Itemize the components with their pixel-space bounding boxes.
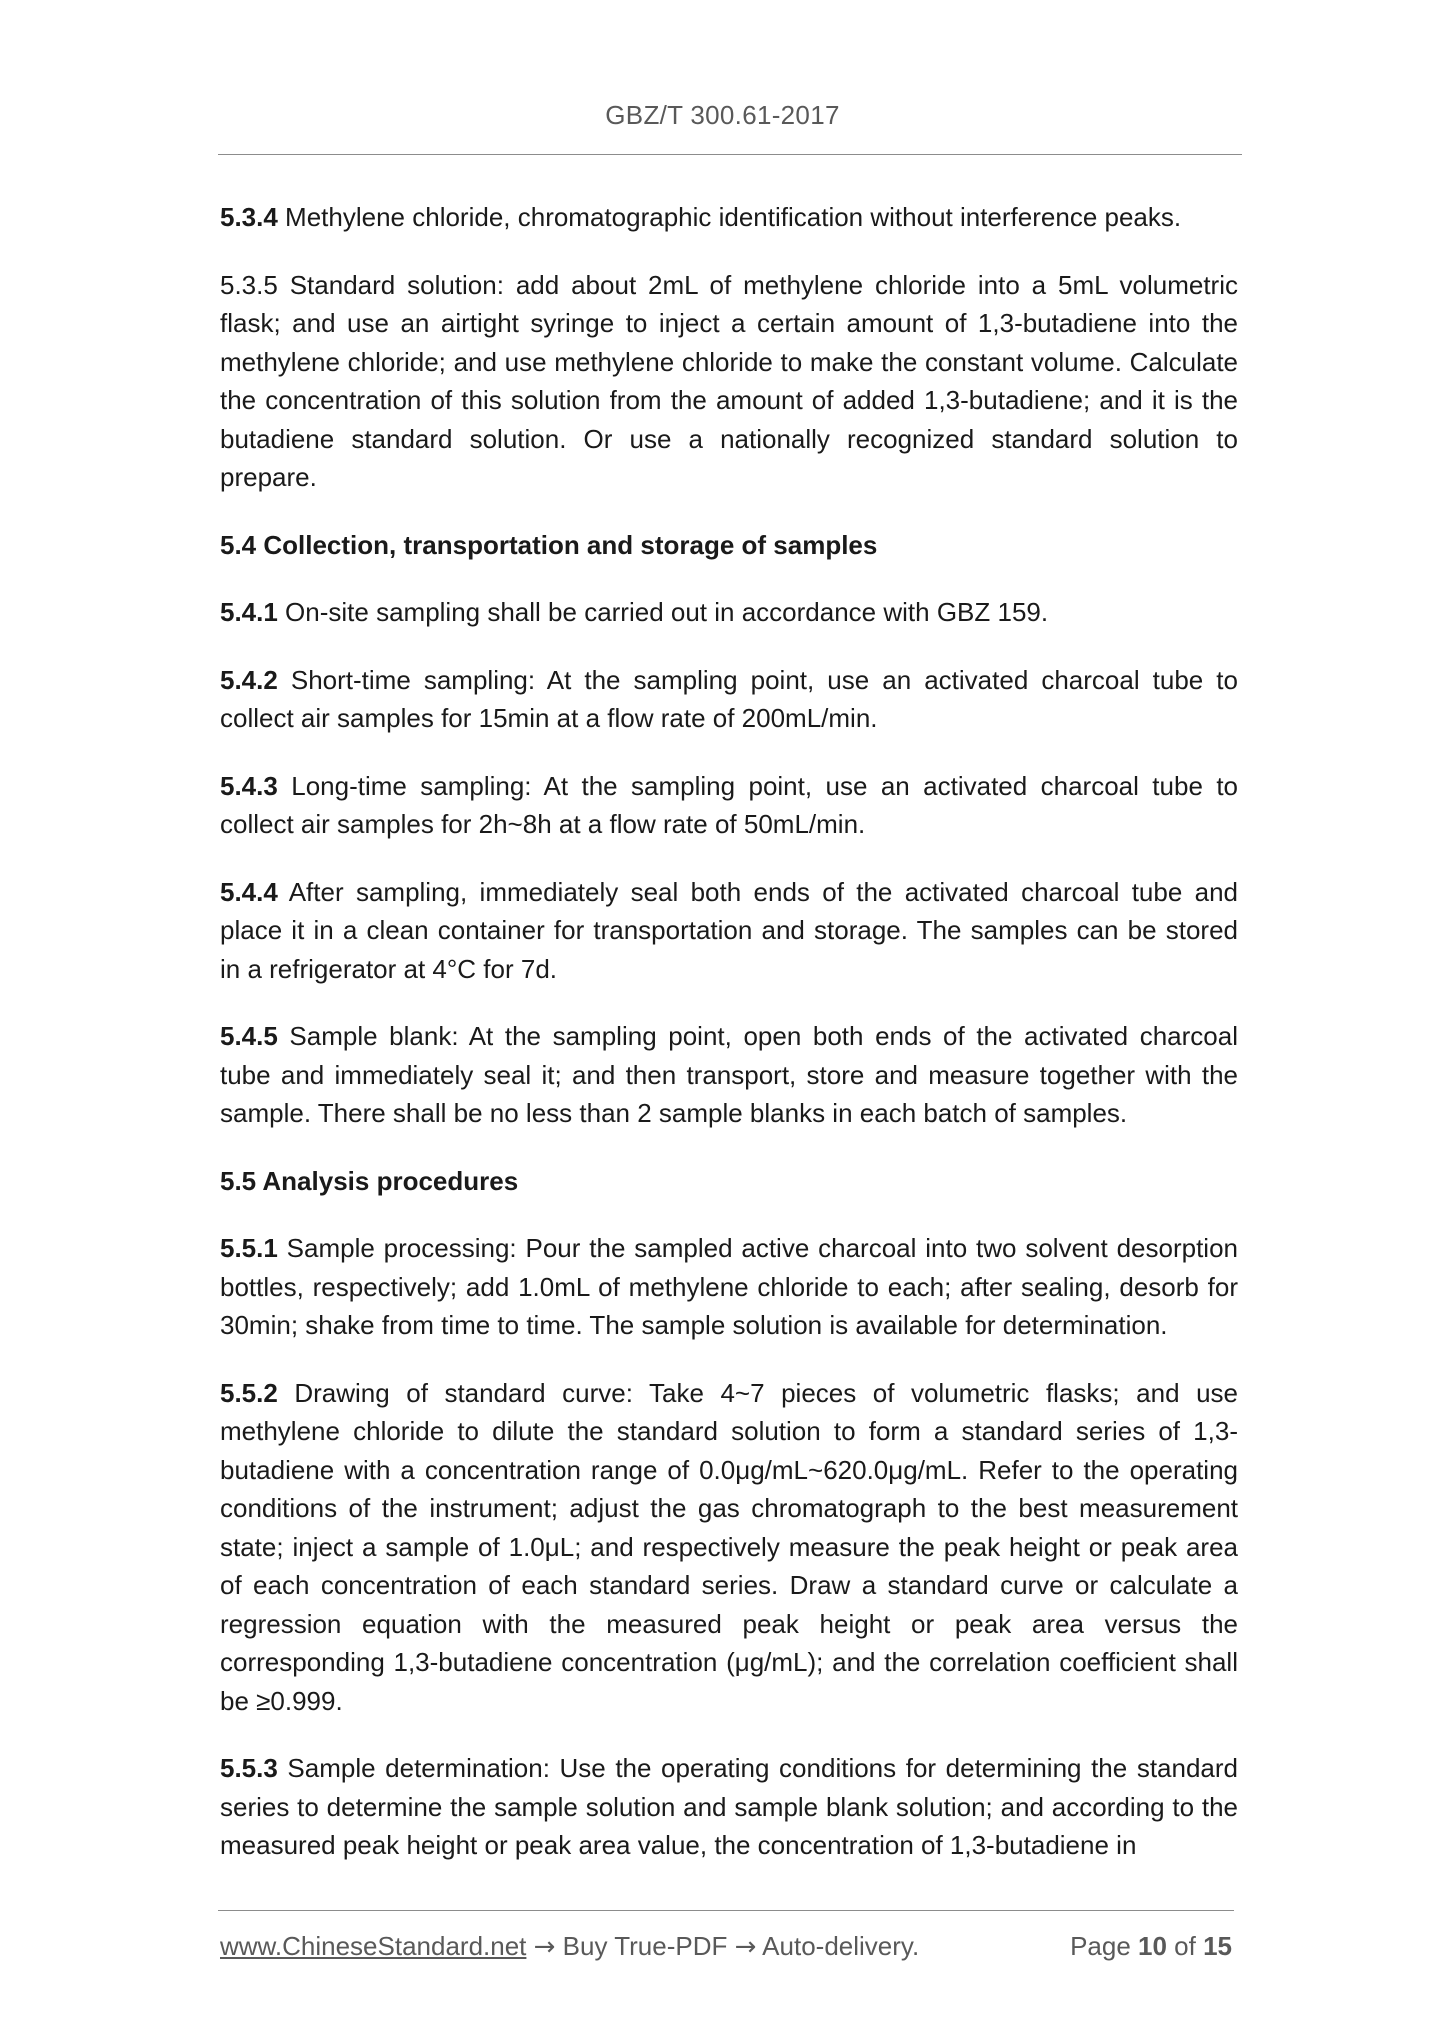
clause-5-5-3: [220, 1749, 1238, 1865]
page-current: 10: [1138, 1931, 1167, 1961]
clause-number: 5.5.2: [220, 1377, 278, 1408]
clause-number: 5.5.3: [220, 1753, 278, 1783]
of-label: of: [1166, 1931, 1204, 1961]
clause-number: 5.3.4: [220, 202, 278, 232]
document-body: [220, 198, 1238, 1894]
clause-number: 5.4.4: [220, 876, 278, 907]
page-header: [0, 100, 1445, 131]
clause-5-5-1: [220, 1229, 1238, 1345]
clause-text: Sample processing: Pour the sampled active charcoal into two solvent desorption bottles, respectively; add 1.0mL of methylene chloride to each; after sealing, desorb for 30min; shake from time to time. The sample solution is available for determination.: [220, 1233, 1238, 1340]
buy-text: Buy True-PDF: [555, 1931, 735, 1961]
page-total: 15: [1203, 1931, 1232, 1961]
clause-5-3-4: [220, 198, 1238, 237]
clause-5-5-2: [220, 1374, 1238, 1721]
clause-text: Sample determination: Use the operating conditions for determining the standard series to determine the sample solution and sample blank solution; and according to the measured peak height or peak area value, the concentration of 1,3-butadiene in: [220, 1753, 1238, 1860]
page-label: Page: [1070, 1931, 1139, 1961]
clause-number: 5.5.1: [220, 1233, 278, 1263]
section-title: 5.5 Analysis procedures: [220, 1165, 519, 1196]
clause-text: On-site sampling shall be carried out in accordance with GBZ 159.: [277, 597, 1049, 627]
footer-divider: [218, 1910, 1234, 1911]
arrow-right-icon: →: [533, 1932, 556, 1962]
website-link[interactable]: www.ChineseStandard.net: [220, 1931, 527, 1961]
section-title: 5.4 Collection, transportation and storage of samples: [220, 529, 878, 560]
document-code: GBZ/T 300.61-2017: [605, 100, 840, 130]
clause-5-4-2: [220, 661, 1238, 738]
delivery-text: Auto-delivery.: [756, 1931, 920, 1961]
arrow-right-icon: →: [734, 1932, 757, 1962]
clause-5-4-1: [220, 593, 1238, 632]
clause-5-4-4: [220, 873, 1238, 989]
footer-promo: [220, 1931, 919, 1962]
clause-text: Sample blank: At the sampling point, open both ends of the activated charcoal tube and immediately seal it; and then transport, store and measure together with the sample. There shall be no less than 2 sample blanks in each batch of samples.: [220, 1021, 1238, 1128]
section-heading-5-4: [220, 526, 1238, 565]
clause-number: 5.4.2: [220, 664, 278, 695]
clause-5-4-5: [220, 1017, 1238, 1133]
section-heading-5-5: [220, 1162, 1238, 1201]
clause-number: 5.4.1: [220, 597, 278, 627]
clause-text: Long-time sampling: At the sampling point, use an activated charcoal tube to collect air samples for 2h~8h at a flow rate of 50mL/min.: [220, 770, 1238, 839]
clause-5-3-5: [220, 266, 1238, 497]
clause-text: Drawing of standard curve: Take 4~7 pieces of volumetric flasks; and use methylene chloride to dilute the standard solution to form a standard series of 1,3-butadiene with a concentration range of 0.0μg/mL~620.0μg/mL. Refer to the operating conditions of the instrument; adjust the gas chromatograph to the best measurement state; inject a sample of 1.0μL; and respectively measure the peak height or peak area of each concentration of each standard series. Draw a standard curve or calculate a regression equation with the measured peak height or peak area versus the corresponding 1,3-butadiene concentration (μg/mL); and the correlation coefficient shall be ≥0.999.: [220, 1377, 1238, 1716]
clause-text: Short-time sampling: At the sampling point, use an activated charcoal tube to collect air samples for 15min at a flow rate of 200mL/min.: [220, 664, 1238, 733]
clause-number: 5.4.3: [220, 770, 278, 801]
clause-text: After sampling, immediately seal both ends of the activated charcoal tube and place it in a clean container for transportation and storage. The samples can be stored in a refrigerator at 4°C for 7d.: [220, 876, 1238, 984]
page-indicator: [1070, 1931, 1232, 1962]
header-divider: [218, 154, 1242, 155]
clause-5-4-3: [220, 767, 1238, 844]
clause-text: Methylene chloride, chromatographic identification without interference peaks.: [277, 202, 1182, 232]
clause-text: 5.3.5 Standard solution: add about 2mL of methylene chloride into a 5mL volumetric flask; and use an airtight syringe to inject a certain amount of 1,3-butadiene into the methylene chloride; and use methylene chloride to make the constant volume. Calculate the concentration of this solution from the amount of added 1,3-butadiene; and it is the butadiene standard solution. Or use a nationally recognized standard solution to prepare.: [220, 269, 1238, 492]
clause-number: 5.4.5: [220, 1021, 278, 1051]
